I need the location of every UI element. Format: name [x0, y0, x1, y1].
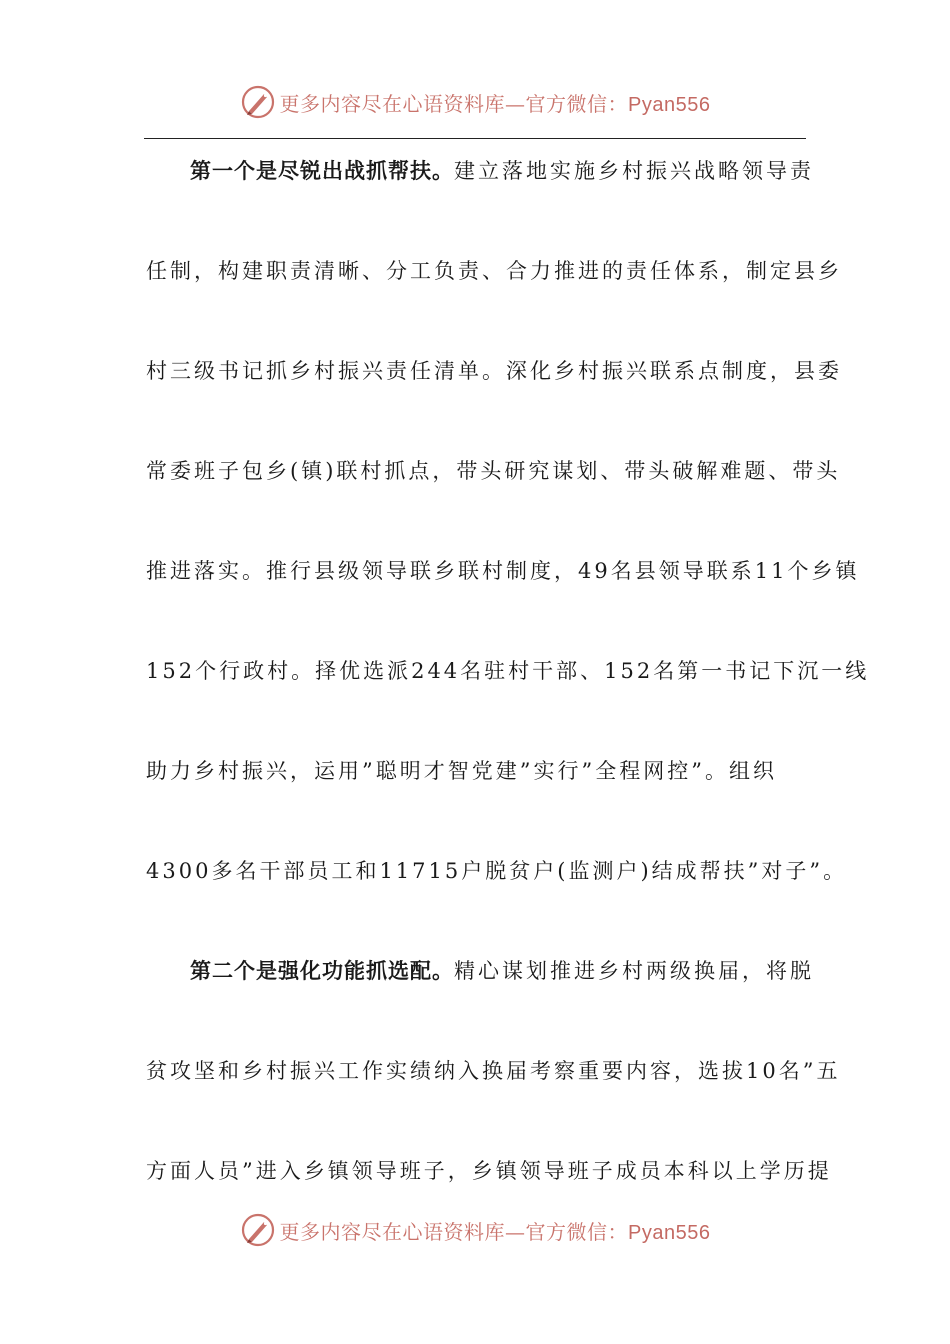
paragraph-1-line-6: 152个行政村。择优选派244名驻村干部、152名第一书记下沉一线 — [146, 659, 870, 683]
paragraph-2-line-2: 贫攻坚和乡村振兴工作实绩纳入换届考察重要内容，选拔10名”五 — [146, 1059, 841, 1083]
paragraph-2-heading: 第二个是强化功能抓选配。 — [190, 959, 454, 983]
paragraph-1-heading: 第一个是尽锐出战抓帮扶。 — [190, 159, 454, 183]
pen-logo-icon — [240, 84, 276, 120]
paragraph-1-line-5: 推进落实。推行县级领导联乡联村制度，49名县领导联系11个乡镇 — [146, 559, 860, 583]
document-body — [146, 140, 870, 1240]
paragraph-1-line-4: 常委班子包乡(镇)联村抓点，带头研究谋划、带头破解难题、带头 — [146, 459, 841, 483]
pen-logo-icon — [240, 1212, 276, 1248]
paragraph-2-line-1: 第二个是强化功能抓选配。精心谋划推进乡村两级换届，将脱 — [190, 959, 814, 983]
paragraph-1-line-1: 第一个是尽锐出战抓帮扶。建立落地实施乡村振兴战略领导责 — [190, 159, 814, 183]
footer-banner — [0, 1210, 950, 1250]
header-banner — [0, 82, 950, 122]
paragraph-2-line-3: 方面人员”进入乡镇领导班子，乡镇领导班子成员本科以上学历提 — [146, 1159, 832, 1183]
paragraph-1-line-8: 4300多名干部员工和11715户脱贫户(监测户)结成帮扶”对子”。 — [146, 859, 848, 883]
banner-text: 更多内容尽在心语资料库—官方微信：Pyan556 — [279, 91, 711, 116]
paragraph-1-line-7: 助力乡村振兴，运用”聪明才智党建”实行”全程网控”。组织 — [146, 759, 777, 783]
wechat-id: Pyan556 — [628, 93, 711, 116]
paragraph-1-line-2: 任制，构建职责清晰、分工负责、合力推进的责任体系，制定县乡 — [146, 259, 842, 283]
banner-text: 更多内容尽在心语资料库—官方微信：Pyan556 — [279, 1219, 711, 1244]
wechat-id: Pyan556 — [628, 1221, 711, 1244]
header-divider — [144, 138, 806, 139]
paragraph-1-line-3: 村三级书记抓乡村振兴责任清单。深化乡村振兴联系点制度，县委 — [146, 359, 842, 383]
